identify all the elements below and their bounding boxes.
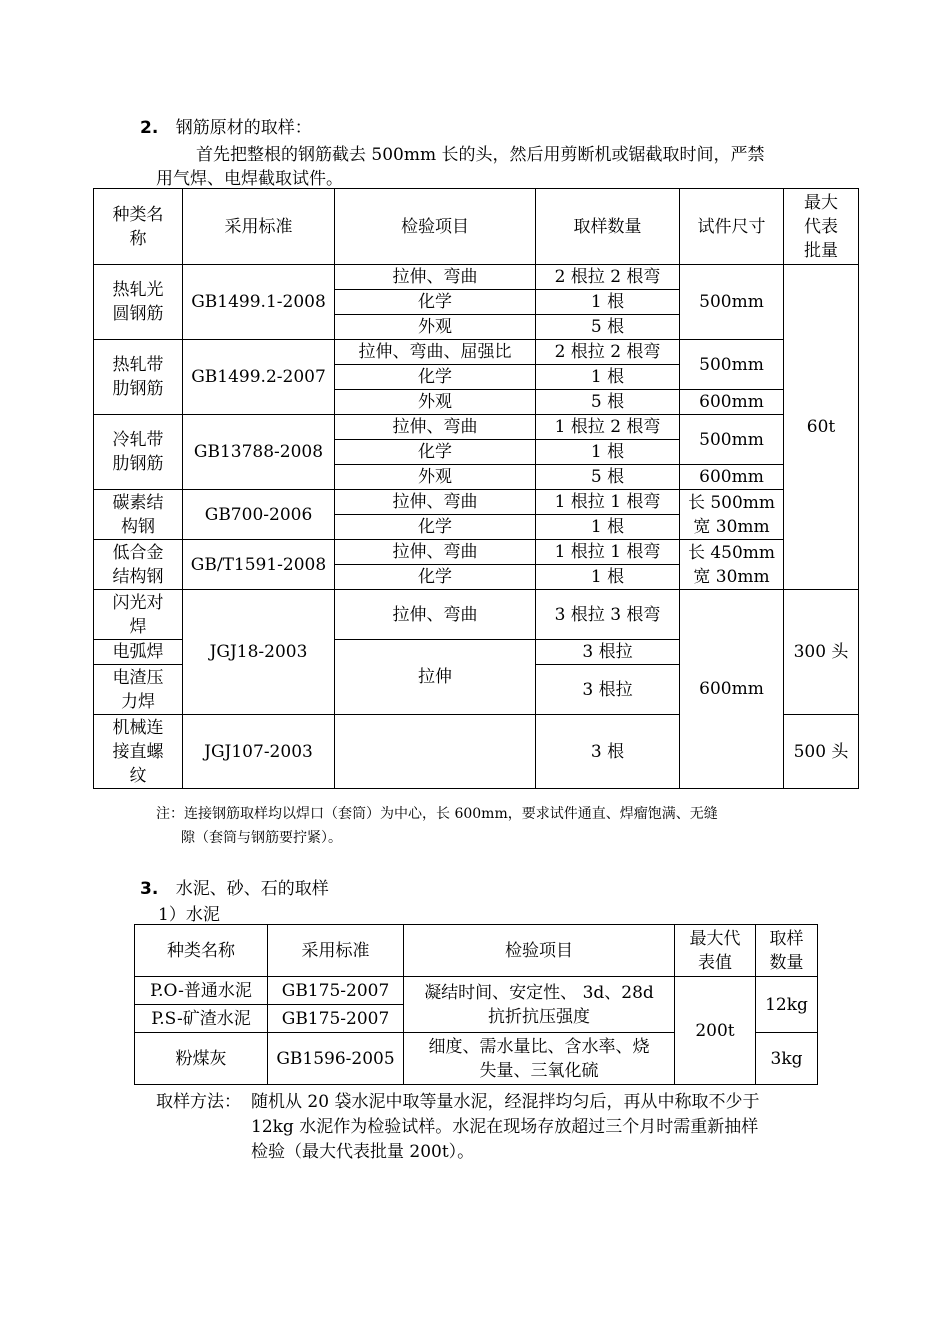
section-2-heading xyxy=(140,113,312,138)
row-quantity: 3kg xyxy=(756,1033,818,1085)
paragraph-line-1: 首先把整根的钢筋截去 500mm 长的头，然后用剪断机或锯截取时间，严禁 xyxy=(196,145,765,165)
row-item: 化学 xyxy=(335,565,536,590)
row-item: 外观 xyxy=(335,390,536,415)
row-item: 拉伸、弯曲 xyxy=(335,540,536,565)
table-row xyxy=(135,977,818,1005)
paragraph-line-2: 用气焊、电焊截取试件。 xyxy=(156,169,343,189)
header-quantity: 取样数量 xyxy=(536,189,680,265)
note-line-2: 隙（套筒与钢筋要拧紧）。 xyxy=(181,830,342,846)
row-quantity: 1 根拉 2 根弯 xyxy=(536,415,680,440)
table-row xyxy=(94,340,859,365)
row-quantity: 2 根拉 2 根弯 xyxy=(536,265,680,290)
row-item: 拉伸、弯曲、屈强比 xyxy=(335,340,536,365)
header-size: 试件尺寸 xyxy=(680,189,784,265)
row-item: 化学 xyxy=(335,440,536,465)
row-item: 外观 xyxy=(335,465,536,490)
note-line-1: 注：连接钢筋取样均以焊口（套筒）为中心，长 600mm，要求试件通直、焊瘤饱满、无缝 xyxy=(156,806,718,822)
section-title: 钢筋原材的取样： xyxy=(175,118,312,138)
header-type: 种类名 称 xyxy=(94,189,183,265)
row-type: 电弧焊 xyxy=(94,640,183,665)
row-size: 500mm xyxy=(680,265,784,340)
cement-sampling-table xyxy=(134,924,818,1085)
row-item: 拉伸 xyxy=(335,640,536,715)
row-quantity: 12kg xyxy=(756,977,818,1033)
row-standard: GB1499.2-2007 xyxy=(183,340,335,415)
row-item: 拉伸、弯曲 xyxy=(335,590,536,640)
row-size: 长 500mm 宽 30mm xyxy=(680,490,784,540)
row-quantity: 1 根拉 1 根弯 xyxy=(536,540,680,565)
table-header-row xyxy=(135,925,818,977)
row-item xyxy=(335,715,536,789)
subsection-cement: 1）水泥 xyxy=(158,905,220,925)
table-row xyxy=(94,265,859,290)
row-size: 600mm xyxy=(680,390,784,415)
row-type: 热轧带 肋钢筋 xyxy=(94,340,183,415)
row-quantity: 5 根 xyxy=(536,465,680,490)
row-standard: GB/T1591-2008 xyxy=(183,540,335,590)
header-standard: 采用标准 xyxy=(268,925,404,977)
row-standard: GB175-2007 xyxy=(268,977,404,1005)
row-item: 拉伸、弯曲 xyxy=(335,415,536,440)
row-quantity: 3 根拉 xyxy=(536,640,680,665)
header-quantity: 取样 数量 xyxy=(756,925,818,977)
row-type: 机械连 接直螺 纹 xyxy=(94,715,183,789)
header-max: 最大代 表值 xyxy=(675,925,756,977)
max-batch-300: 300 头 xyxy=(784,590,859,715)
header-item: 检验项目 xyxy=(335,189,536,265)
row-quantity: 3 根 xyxy=(536,715,680,789)
row-size: 600mm xyxy=(680,590,784,789)
row-item: 拉伸、弯曲 xyxy=(335,265,536,290)
row-type: 碳素结 构钢 xyxy=(94,490,183,540)
row-size: 500mm xyxy=(680,415,784,465)
row-standard: GB1596-2005 xyxy=(268,1033,404,1085)
row-quantity: 5 根 xyxy=(536,390,680,415)
row-item: 拉伸、弯曲 xyxy=(335,490,536,515)
row-type: 粉煤灰 xyxy=(135,1033,268,1085)
row-standard: GB1499.1-2008 xyxy=(183,265,335,340)
table-row xyxy=(94,540,859,565)
method-line-1: 随机从 20 袋水泥中取等量水泥，经混拌均匀后，再从中称取不少于 xyxy=(251,1092,760,1112)
row-quantity: 3 根拉 xyxy=(536,665,680,715)
row-type: 电渣压 力焊 xyxy=(94,665,183,715)
table-header-row xyxy=(94,189,859,265)
section-title: 水泥、砂、石的取样 xyxy=(175,879,329,899)
row-quantity: 1 根拉 1 根弯 xyxy=(536,490,680,515)
row-item: 化学 xyxy=(335,290,536,315)
row-standard: JGJ18-2003 xyxy=(183,590,335,715)
header-standard: 采用标准 xyxy=(183,189,335,265)
steel-sampling-table xyxy=(93,188,859,789)
row-quantity: 1 根 xyxy=(536,565,680,590)
row-type: 低合金 结构钢 xyxy=(94,540,183,590)
row-item: 化学 xyxy=(335,515,536,540)
method-line-2: 12kg 水泥作为检验试样。水泥在现场存放超过三个月时需重新抽样 xyxy=(251,1117,759,1137)
row-type: 冷轧带 肋钢筋 xyxy=(94,415,183,490)
max-batch-500: 500 头 xyxy=(784,715,859,789)
row-quantity: 1 根 xyxy=(536,290,680,315)
row-standard: GB175-2007 xyxy=(268,1005,404,1033)
row-type: P.O-普通水泥 xyxy=(135,977,268,1005)
row-standard: JGJ107-2003 xyxy=(183,715,335,789)
section-3-heading xyxy=(140,874,329,899)
row-item: 细度、需水量比、含水率、烧 失量、三氧化硫 xyxy=(404,1033,675,1085)
max-batch-60t: 60t xyxy=(784,265,859,590)
row-size: 600mm xyxy=(680,465,784,490)
row-quantity: 1 根 xyxy=(536,515,680,540)
header-type: 种类名称 xyxy=(135,925,268,977)
row-item: 外观 xyxy=(335,315,536,340)
row-quantity: 2 根拉 2 根弯 xyxy=(536,340,680,365)
table-row xyxy=(94,590,859,640)
row-type: P.S-矿渣水泥 xyxy=(135,1005,268,1033)
row-size: 长 450mm 宽 30mm xyxy=(680,540,784,590)
row-standard: GB700-2006 xyxy=(183,490,335,540)
row-quantity: 3 根拉 3 根弯 xyxy=(536,590,680,640)
method-label: 取样方法： xyxy=(156,1092,241,1112)
row-type: 热轧光 圆钢筋 xyxy=(94,265,183,340)
section-number: 3. xyxy=(140,879,159,899)
method-line-3: 检验（最大代表批量 200t）。 xyxy=(251,1142,475,1162)
table-row xyxy=(94,415,859,440)
row-item: 凝结时间、安定性、 3d、28d 抗折抗压强度 xyxy=(404,977,675,1033)
row-standard: GB13788-2008 xyxy=(183,415,335,490)
row-type: 闪光对 焊 xyxy=(94,590,183,640)
table-row xyxy=(94,490,859,515)
row-quantity: 1 根 xyxy=(536,440,680,465)
row-item: 化学 xyxy=(335,365,536,390)
row-max: 200t xyxy=(675,977,756,1085)
header-max-batch: 最大 代表 批量 xyxy=(784,189,859,265)
row-quantity: 1 根 xyxy=(536,365,680,390)
section-number: 2. xyxy=(140,118,159,138)
row-size: 500mm xyxy=(680,340,784,390)
header-item: 检验项目 xyxy=(404,925,675,977)
row-quantity: 5 根 xyxy=(536,315,680,340)
